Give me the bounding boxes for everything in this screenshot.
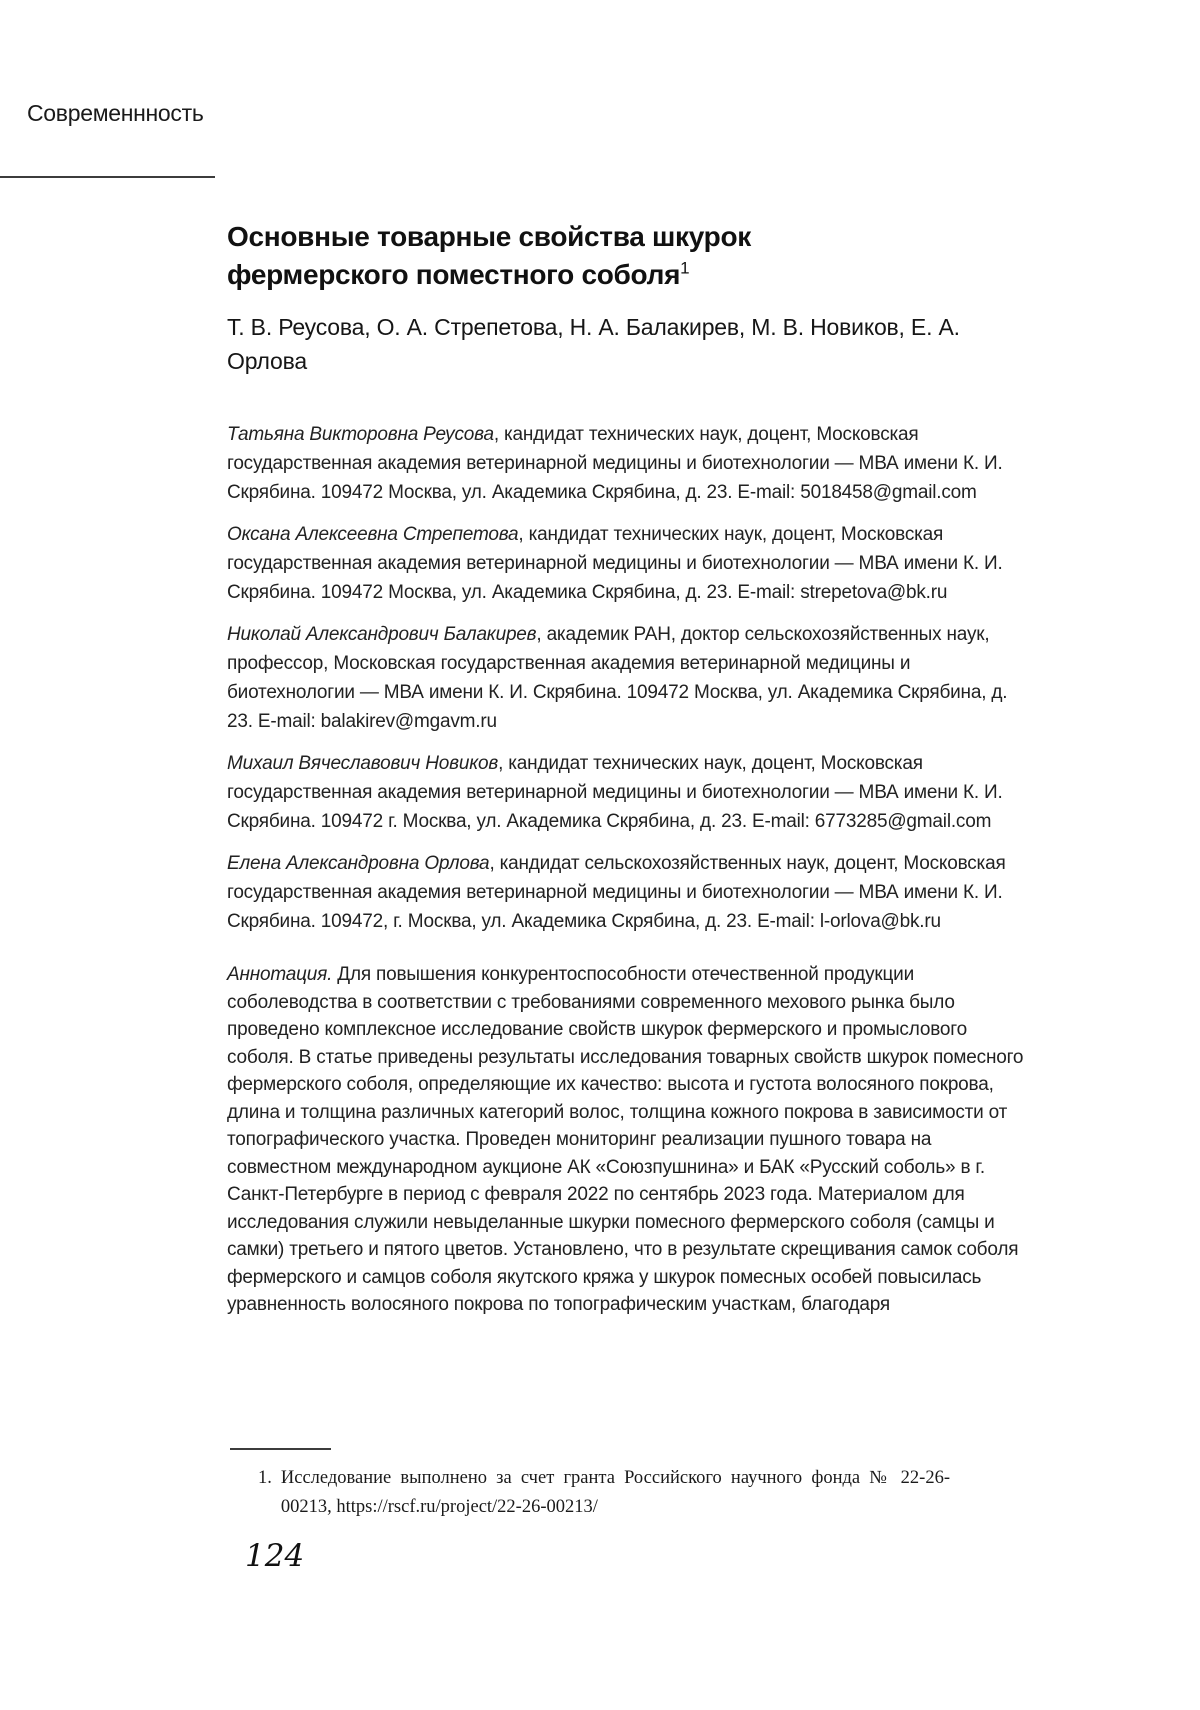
- footnote: [258, 1464, 950, 1522]
- footnote-text: Исследование выполнено за счет гранта Российского научного фонда № 22-26-00213, https://rscf.ru/project/22-26-00213/: [280, 1468, 950, 1517]
- footnote-number: 1.: [258, 1468, 272, 1488]
- footnote-rule: [230, 1448, 331, 1450]
- author-bios: [227, 420, 1027, 936]
- abstract: [227, 961, 1027, 1319]
- article-title-line1: Основные товарные свойства шкурок: [227, 221, 751, 252]
- authors-line: Т. В. Реусова, О. А. Стрепетова, Н. А. Балакирев, М. В. Новиков, Е. А. Орлова: [227, 314, 960, 374]
- article-title: [227, 218, 1027, 294]
- section-rule: [0, 176, 215, 178]
- abstract-text: Для повышения конкурентоспособности отечественной продукции соболеводства в соответствии с требованиями современного мехового рынка было проведено комплексное исследование свойств шкурок фермерского и промыслового соболя. В статье приведены результаты исследования товарных свойств шкурок помесного фермерского соболя, определяющие их качество: высота и густота волосяного покрова, длина и толщина различных категорий волос, толщина кожного покрова в зависимости от топографического участка. Проведен мониторинг реализации пушного товара на совместном международном аукционе АК «Союзпушнина» и БАК «Русский соболь» в г. Санкт-Петербурге в период с февраля 2022 по сентябрь 2023 года. Материалом для исследования служили невыделанные шкурки помесного фермерского соболя (самцы и самки) третьего и пятого цветов. Установлено, что в результате скрещивания самок соболя фермерского и самцов соболя якутского кряжа у шкурок помесных особей повысилась уравненность волосяного покрова по топографическим участкам, благодаря: [227, 964, 1024, 1315]
- author-bio-name: Николай Александрович Балакирев: [227, 624, 537, 645]
- author-bio-text: , кандидат сельскохозяйственных наук, доцент, Московская государственная академия ветеринарной медицины и биотехнологии — МВА имени К. И. Скрябина. 109472, г. Москва, ул. Академика Скрябина, д. 23. E-mail: l-orlova@bk.ru: [227, 853, 1006, 932]
- author-bio: [227, 749, 1027, 836]
- section-label: Современнность: [27, 100, 204, 126]
- author-bio-name: Михаил Вячеславович Новиков: [227, 753, 499, 774]
- author-bio: [227, 620, 1027, 736]
- author-bio-text: , академик РАН, доктор сельскохозяйственных наук, профессор, Московская государственная академия ветеринарной медицины и биотехнологии — МВА имени К. И. Скрябина. 109472 Москва, ул. Академика Скрябина, д. 23. E-mail: balakirev@mgavm.ru: [227, 624, 1008, 732]
- author-bio-text: , кандидат технических наук, доцент, Московская государственная академия ветеринарной медицины и биотехнологии — МВА имени К. И. Скрябина. 109472 г. Москва, ул. Академика Скрябина, д. 23. E-mail: 6773285@gmail.com: [227, 753, 1003, 832]
- abstract-label: Аннотация.: [227, 964, 333, 985]
- page-number: 124: [245, 1538, 305, 1574]
- author-bio-name: Оксана Алексеевна Стрепетова: [227, 524, 519, 545]
- author-bio-text: , кандидат технических наук, доцент, Московская государственная академия ветеринарной медицины и биотехнологии — МВА имени К. И. Скрябина. 109472 Москва, ул. Академика Скрябина, д. 23. E-mail: 5018458@gmail.com: [227, 424, 1003, 503]
- article-body: [227, 218, 1027, 1319]
- author-bio-name: Елена Александровна Орлова: [227, 853, 490, 874]
- author-bio: [227, 849, 1027, 936]
- title-footnote-mark: 1: [680, 258, 690, 278]
- author-bio: [227, 520, 1027, 607]
- author-bio: [227, 420, 1027, 507]
- author-bio-name: Татьяна Викторовна Реусова: [227, 424, 494, 445]
- author-bio-text: , кандидат технических наук, доцент, Московская государственная академия ветеринарной медицины и биотехнологии — МВА имени К. И. Скрябина. 109472 Москва, ул. Академика Скрябина, д. 23. E-mail: strepetova@bk.ru: [227, 524, 1003, 603]
- article-title-line2: фермерского поместного соболя: [227, 259, 681, 290]
